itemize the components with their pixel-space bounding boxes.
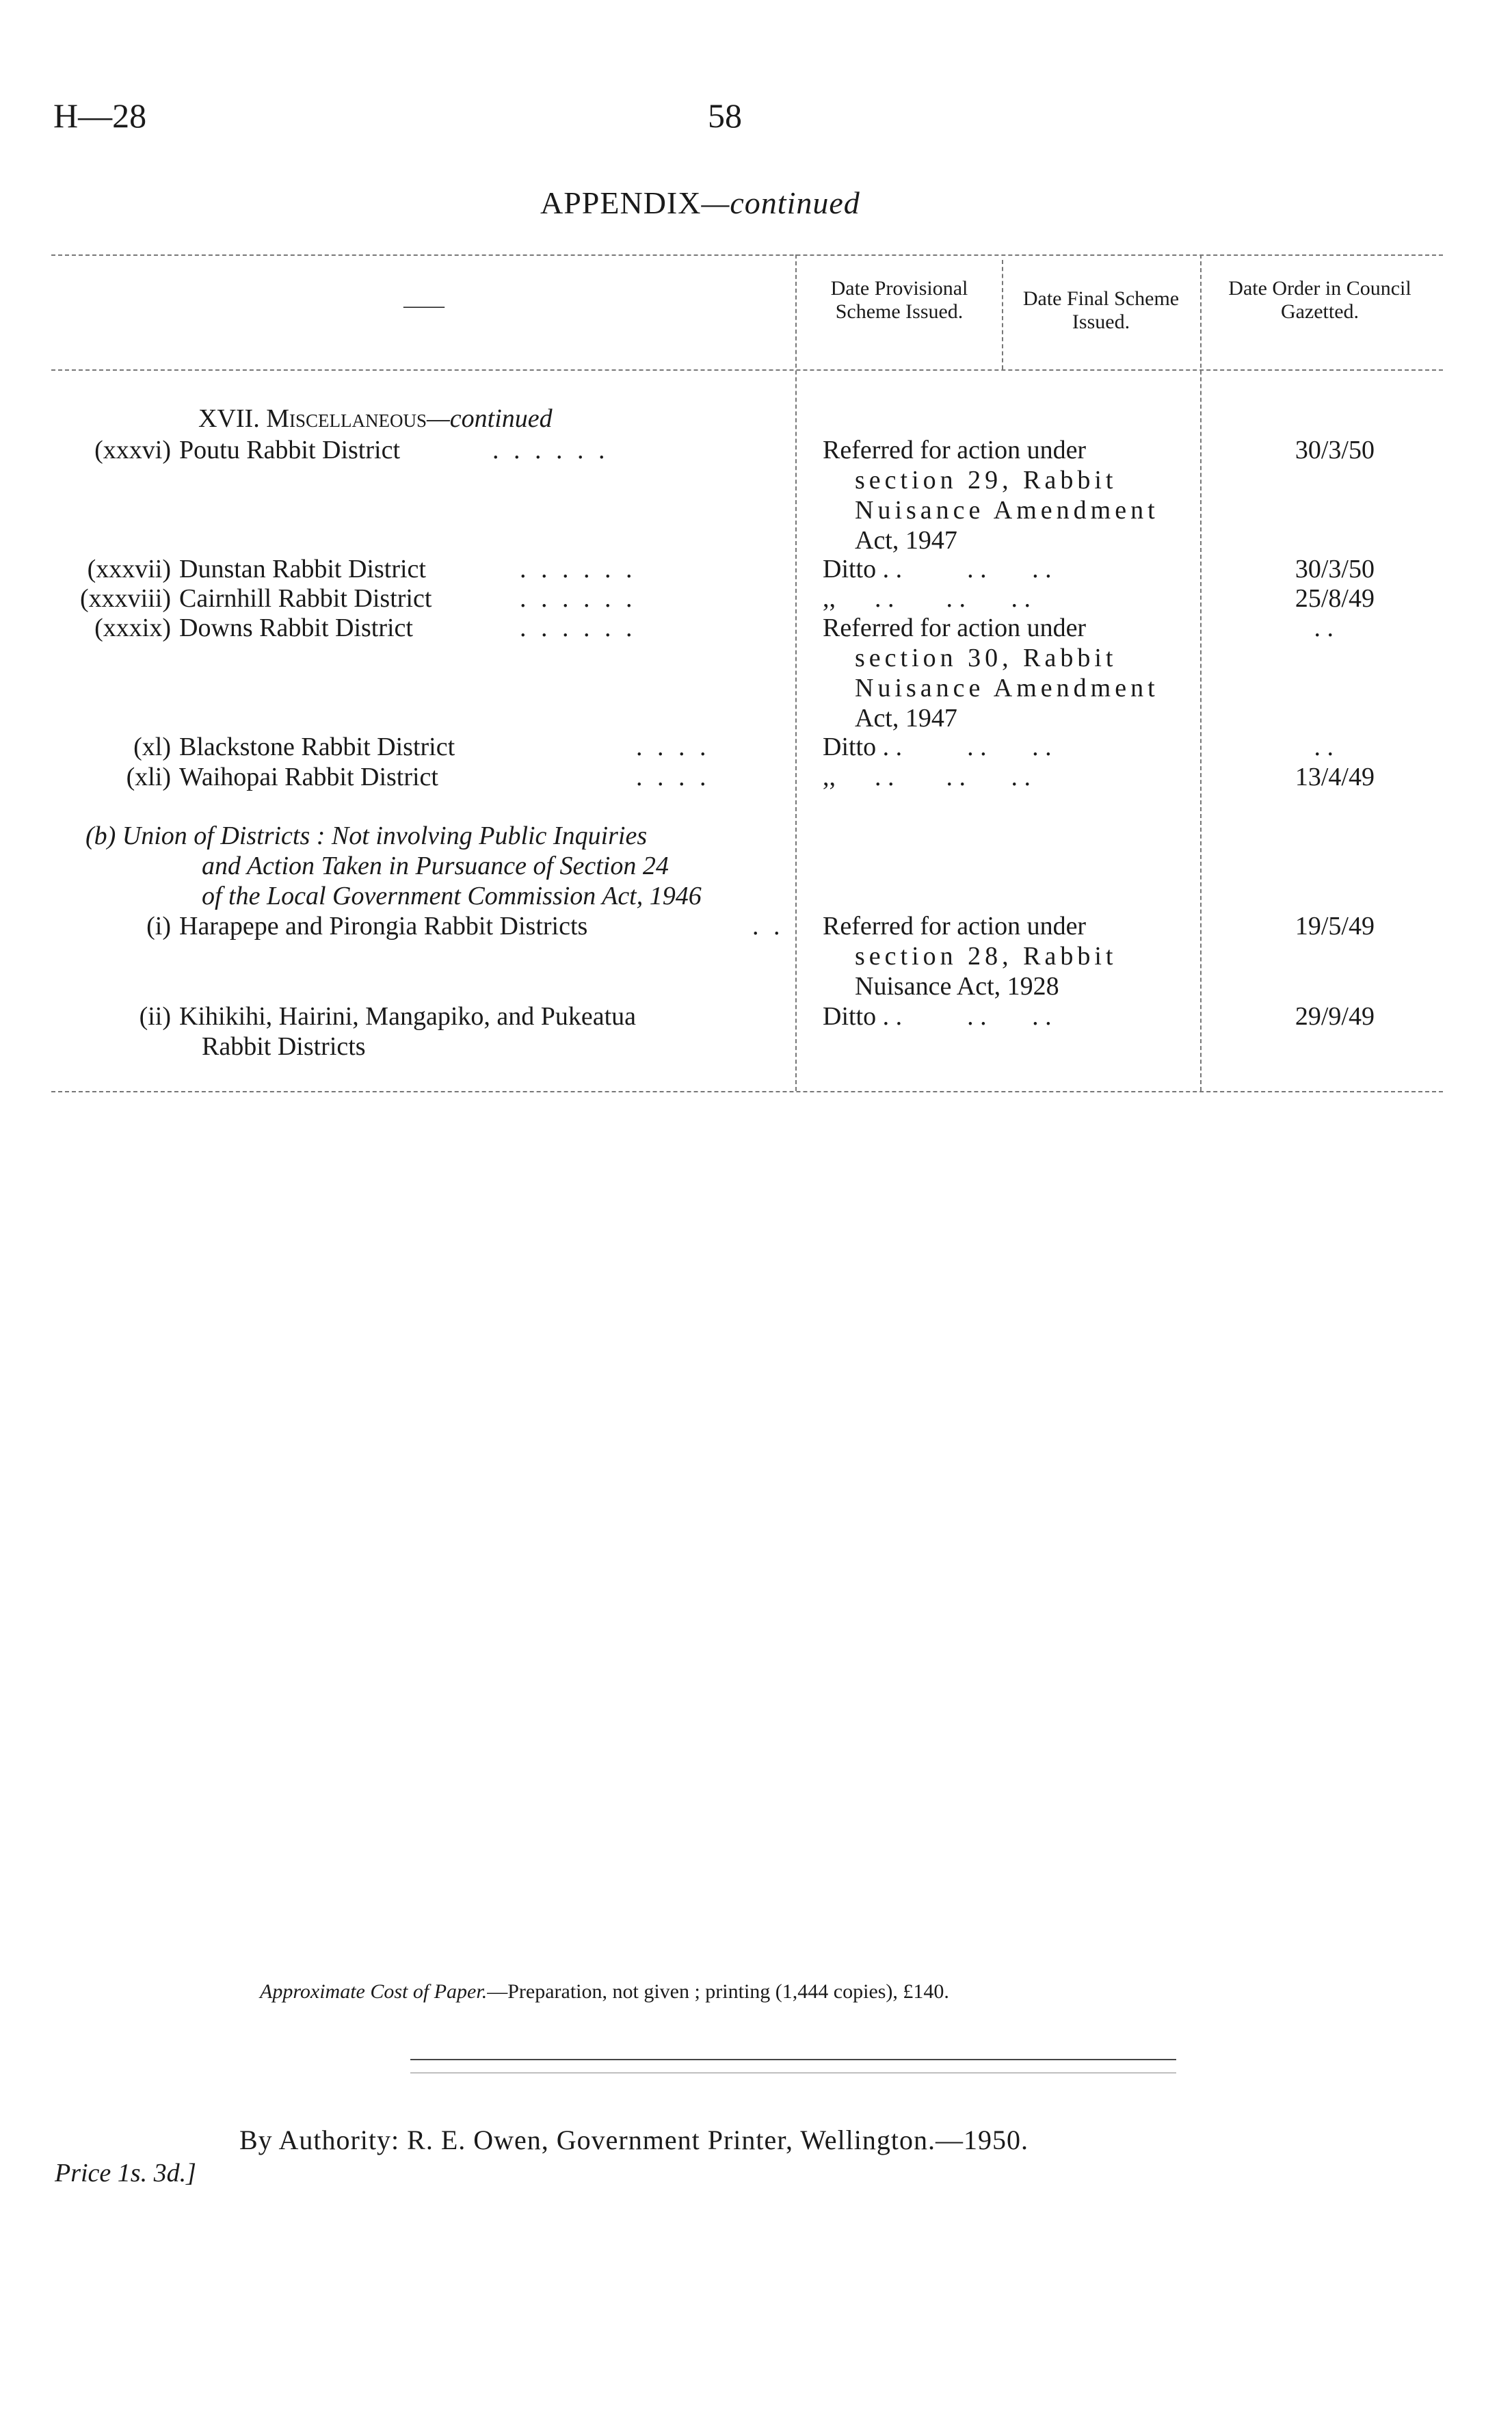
action-line: Nuisance Amendment bbox=[855, 674, 1159, 702]
row-number: (xxxvii) bbox=[87, 555, 171, 583]
row-number: (xxxix) bbox=[94, 614, 171, 642]
page-number: 58 bbox=[708, 96, 742, 135]
cost-of-paper-note bbox=[260, 1980, 949, 2003]
row-number: (i) bbox=[146, 912, 171, 941]
action-line: Ditto . . . . . . bbox=[823, 733, 1052, 761]
row-number: (xxxvi) bbox=[94, 436, 171, 464]
subsection-heading-line: (b) Union of Districts : Not involving Public Inquiries bbox=[85, 822, 648, 850]
district-name: Poutu Rabbit District bbox=[179, 436, 400, 464]
action-line: Nuisance Amendment bbox=[855, 496, 1159, 525]
leader-dots: . . bbox=[752, 912, 784, 941]
column-header-blank: —— bbox=[403, 294, 445, 317]
gazetted-date: 29/9/49 bbox=[1295, 1002, 1375, 1031]
action-line: Referred for action under bbox=[823, 614, 1087, 642]
column-header-gazetted: Date Order in Council Gazetted. bbox=[1228, 277, 1411, 323]
column-header-provisional: Date Provisional Scheme Issued. bbox=[830, 277, 968, 323]
footer-rule bbox=[410, 2059, 1176, 2060]
leader-dots: . . . . bbox=[636, 763, 711, 791]
column-divider-2 bbox=[1002, 260, 1003, 369]
row-number: (xl) bbox=[133, 733, 171, 761]
column-header-final: Date Final Scheme Issued. bbox=[1022, 287, 1180, 333]
cost-text: —Preparation, not given ; printing (1,444 copies), £140. bbox=[487, 1980, 949, 2003]
section-heading bbox=[198, 404, 553, 434]
district-name: Downs Rabbit District bbox=[179, 614, 413, 642]
table-bottom-rule bbox=[51, 1091, 1443, 1092]
appendix-title: APPENDIX bbox=[540, 185, 702, 220]
appendix-title-suffix: —continued bbox=[701, 185, 860, 220]
leader-dots: . . . . . . bbox=[520, 555, 637, 583]
document-code: H—28 bbox=[53, 96, 147, 135]
district-name: Kihikihi, Hairini, Mangapiko, and Pukeatua bbox=[179, 1002, 637, 1031]
section-heading-text: XVII. Miscellaneous bbox=[198, 404, 427, 433]
gazetted-date: 30/3/50 bbox=[1295, 555, 1375, 583]
table-top-rule bbox=[51, 254, 1443, 256]
row-number: (xxxviii) bbox=[80, 584, 171, 613]
gazetted-date: 13/4/49 bbox=[1295, 763, 1375, 791]
action-line: ,, . . . . . . bbox=[823, 584, 1031, 613]
district-name: Dunstan Rabbit District bbox=[179, 555, 426, 583]
district-name: Blackstone Rabbit District bbox=[179, 733, 455, 761]
action-line: Ditto . . . . . . bbox=[823, 1002, 1052, 1031]
action-line: Nuisance Act, 1928 bbox=[855, 972, 1059, 1001]
district-name-continued: Rabbit Districts bbox=[202, 1032, 366, 1061]
gazetted-date: 19/5/49 bbox=[1295, 912, 1375, 941]
district-name: Waihopai Rabbit District bbox=[179, 763, 438, 791]
gazetted-date: 25/8/49 bbox=[1295, 584, 1375, 613]
gazetted-date: . . bbox=[1314, 614, 1334, 642]
leader-dots: . . . . . . bbox=[492, 436, 609, 464]
gazetted-date: 30/3/50 bbox=[1295, 436, 1375, 464]
action-line: Referred for action under bbox=[823, 436, 1087, 464]
action-line: Referred for action under bbox=[823, 912, 1087, 941]
row-number: (ii) bbox=[139, 1002, 171, 1031]
action-line: ,, . . . . . . bbox=[823, 763, 1031, 791]
section-heading-suffix: —continued bbox=[426, 404, 553, 433]
leader-dots: . . . . . . bbox=[520, 614, 637, 642]
leader-dots: . . . . . . bbox=[520, 584, 637, 613]
district-name: Cairnhill Rabbit District bbox=[179, 584, 432, 613]
subsection-heading-line: and Action Taken in Pursuance of Section 24 bbox=[202, 852, 669, 880]
subsection-heading-line: of the Local Government Commission Act, 1946 bbox=[202, 882, 702, 910]
page-title bbox=[540, 185, 860, 221]
table-header-rule bbox=[51, 369, 1443, 371]
column-divider-3 bbox=[1200, 254, 1202, 1091]
action-line: section 29, Rabbit bbox=[855, 466, 1117, 495]
action-line: section 28, Rabbit bbox=[855, 942, 1117, 971]
action-line: Act, 1947 bbox=[855, 704, 957, 733]
cost-label: Approximate Cost of Paper. bbox=[260, 1980, 488, 2003]
gazetted-date: . . bbox=[1314, 733, 1334, 761]
action-line: Ditto . . . . . . bbox=[823, 555, 1052, 583]
action-line: section 30, Rabbit bbox=[855, 644, 1117, 672]
district-name: Harapepe and Pirongia Rabbit Districts bbox=[179, 912, 588, 941]
price-note: Price 1s. 3d.] bbox=[55, 2159, 196, 2187]
printer-authority: By Authority: R. E. Owen, Government Printer, Wellington.—1950. bbox=[239, 2125, 1029, 2155]
row-number: (xli) bbox=[126, 763, 171, 791]
column-divider-1 bbox=[795, 254, 797, 1091]
action-line: Act, 1947 bbox=[855, 526, 957, 555]
leader-dots: . . . . bbox=[636, 733, 711, 761]
